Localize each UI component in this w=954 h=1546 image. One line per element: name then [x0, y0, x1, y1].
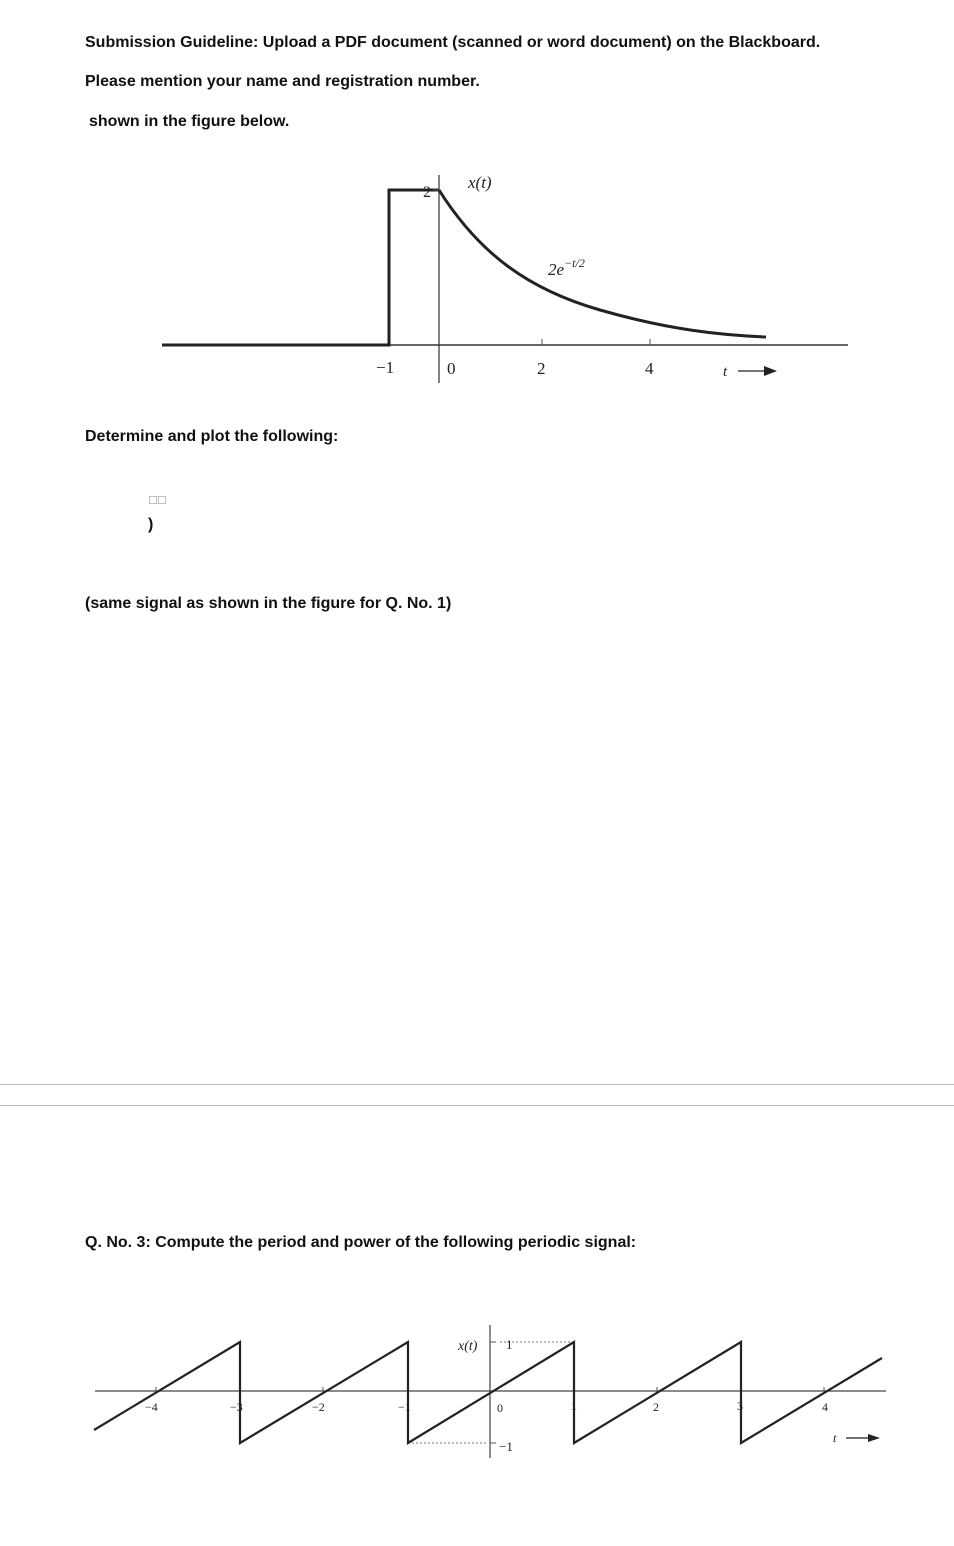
fig3-sawtooth-wave — [94, 1342, 882, 1443]
q3-heading: Q. No. 3: Compute the period and power of the following periodic signal: — [85, 1234, 637, 1251]
missing-glyph-boxes: □□ — [149, 492, 167, 507]
page-divider-bottom — [0, 1105, 954, 1106]
fig1-t-arrow-head — [764, 366, 777, 376]
fig3-ytick-label-neg1: −1 — [499, 1439, 513, 1454]
page-divider-top — [0, 1084, 954, 1085]
fig1-curve-label-base: 2e — [548, 260, 565, 279]
fig1-curve-label-exp: −t/2 — [564, 256, 585, 270]
shown-in-figure-text: shown in the figure below. — [89, 113, 290, 130]
fig3-xtick-1: 1 — [571, 1399, 577, 1413]
fig3-xtick-4: 4 — [822, 1400, 828, 1414]
fig3-t-arrow-head — [868, 1434, 880, 1442]
closing-paren: ) — [148, 516, 154, 533]
mention-name-instruction: Please mention your name and registration number. — [85, 73, 480, 90]
fig1-t-label: t — [723, 364, 728, 380]
fig3-xtick-neg1: −1 — [398, 1400, 411, 1414]
fig1-ylabel: x(t) — [468, 173, 492, 192]
fig3-xtick-0: 0 — [497, 1401, 503, 1415]
fig1-xtick-neg1: −1 — [376, 358, 395, 377]
fig1-xtick-4: 4 — [645, 359, 654, 378]
fig3-t-label: t — [833, 1431, 837, 1445]
fig3-xtick-neg4: −4 — [145, 1400, 158, 1414]
fig3-xtick-2: 2 — [653, 1400, 659, 1414]
figure-1-signal-plot — [0, 0, 954, 420]
fig3-ytick-label-1: 1 — [506, 1337, 513, 1352]
fig3-xtick-3: 3 — [737, 1399, 743, 1413]
fig3-xtick-neg2: −2 — [312, 1400, 325, 1414]
fig1-curve-label — [548, 256, 585, 279]
fig1-xtick-0: 0 — [447, 359, 456, 378]
determine-heading: Determine and plot the following: — [85, 428, 339, 445]
fig3-ylabel: x(t) — [458, 1339, 478, 1354]
same-signal-note: (same signal as shown in the figure for Q. No. 1) — [85, 595, 452, 612]
fig1-signal-left-segment — [162, 190, 439, 345]
fig1-ytick-label: 2 — [423, 184, 431, 201]
fig1-exponential-curve — [439, 190, 766, 337]
submission-guideline: Submission Guideline: Upload a PDF document (scanned or word document) on the Blackboard. — [85, 34, 821, 51]
fig3-xtick-neg3: −3 — [230, 1400, 243, 1414]
figure-3-sawtooth-plot — [0, 1300, 954, 1480]
fig1-xtick-2: 2 — [537, 359, 546, 378]
